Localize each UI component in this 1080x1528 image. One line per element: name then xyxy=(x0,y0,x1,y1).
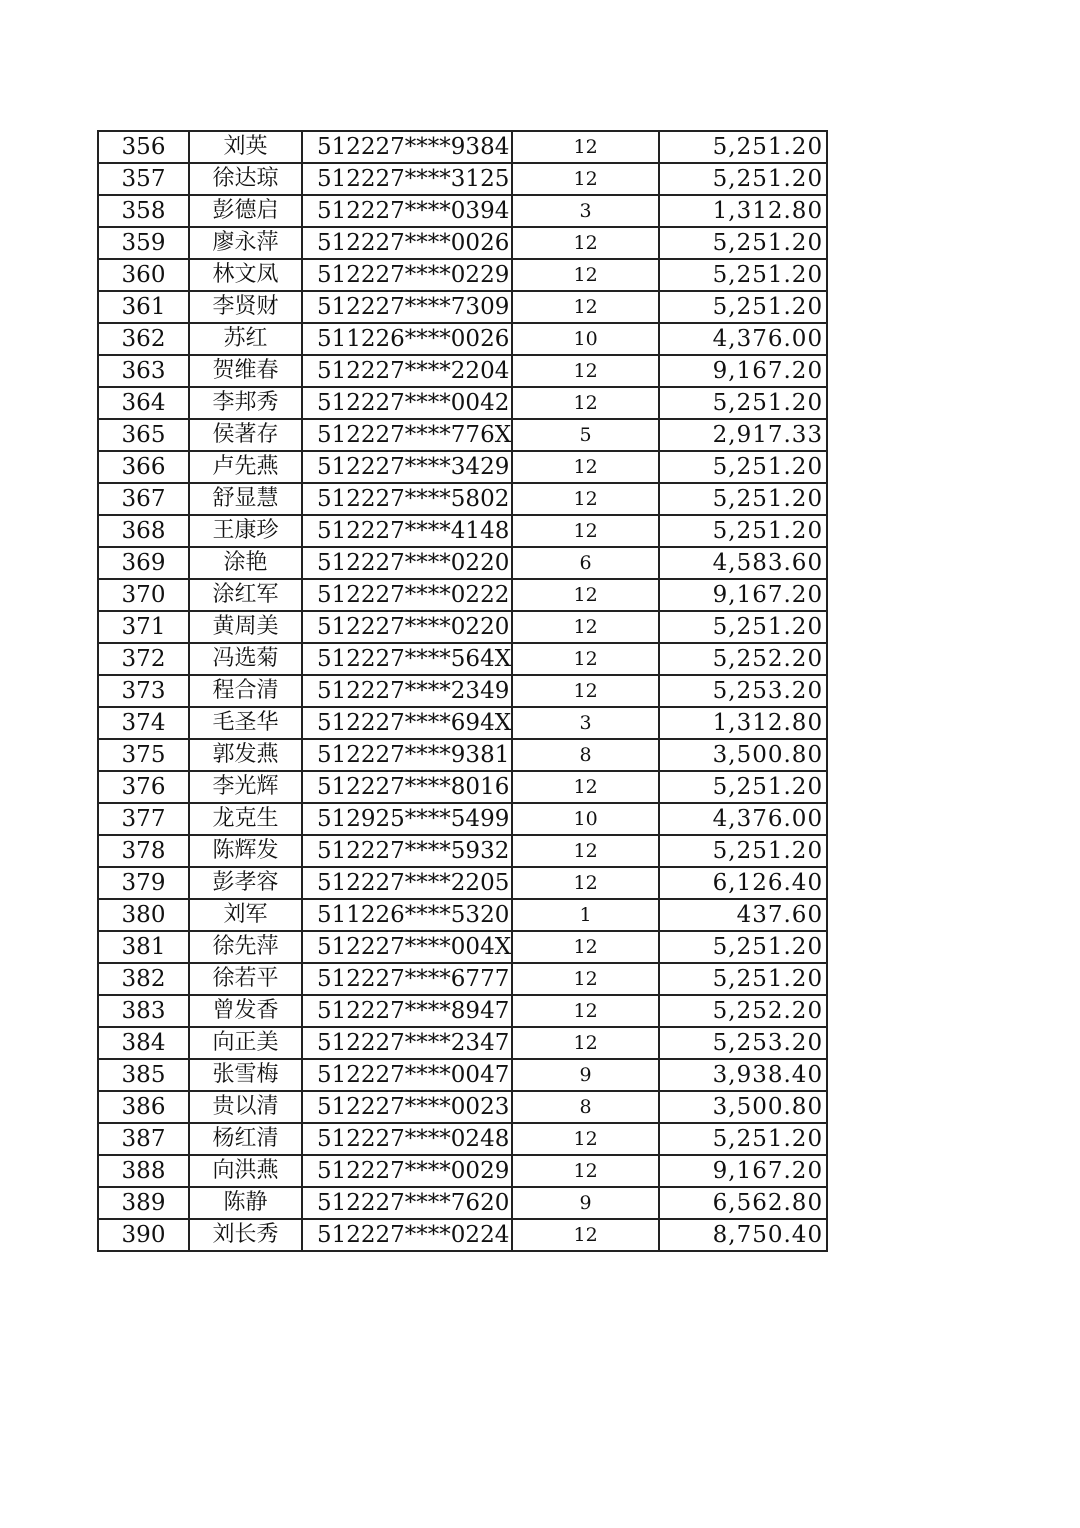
id-number-cell: 511226****5320 xyxy=(302,899,512,931)
table-row xyxy=(98,131,827,163)
amount-cell: 3,500.80 xyxy=(659,1091,827,1123)
amount-cell: 5,251.20 xyxy=(659,163,827,195)
id-number-cell: 512925****5499 xyxy=(302,803,512,835)
months-cell: 12 xyxy=(512,835,659,867)
amount-cell: 5,251.20 xyxy=(659,835,827,867)
months-cell: 12 xyxy=(512,675,659,707)
months-cell: 8 xyxy=(512,739,659,771)
row-number-cell: 368 xyxy=(98,515,189,547)
amount-cell: 5,253.20 xyxy=(659,1027,827,1059)
id-number-cell: 512227****0248 xyxy=(302,1123,512,1155)
months-cell: 12 xyxy=(512,515,659,547)
months-cell: 6 xyxy=(512,547,659,579)
id-number-cell: 512227****0224 xyxy=(302,1219,512,1251)
months-cell: 12 xyxy=(512,355,659,387)
amount-cell: 437.60 xyxy=(659,899,827,931)
amount-cell: 8,750.40 xyxy=(659,1219,827,1251)
name-cell: 毛圣华 xyxy=(189,707,302,739)
months-cell: 12 xyxy=(512,1155,659,1187)
id-number-cell: 512227****0047 xyxy=(302,1059,512,1091)
id-number-cell: 512227****2347 xyxy=(302,1027,512,1059)
months-cell: 12 xyxy=(512,867,659,899)
name-cell: 李贤财 xyxy=(189,291,302,323)
name-cell: 杨红清 xyxy=(189,1123,302,1155)
name-cell: 徐若平 xyxy=(189,963,302,995)
id-number-cell: 512227****776X xyxy=(302,419,512,451)
amount-cell: 5,251.20 xyxy=(659,291,827,323)
table-row xyxy=(98,771,827,803)
row-number-cell: 373 xyxy=(98,675,189,707)
table-row xyxy=(98,419,827,451)
table-row xyxy=(98,963,827,995)
amount-cell: 4,583.60 xyxy=(659,547,827,579)
name-cell: 林文凤 xyxy=(189,259,302,291)
name-cell: 程合清 xyxy=(189,675,302,707)
row-number-cell: 370 xyxy=(98,579,189,611)
table-row xyxy=(98,835,827,867)
name-cell: 郭发燕 xyxy=(189,739,302,771)
row-number-cell: 383 xyxy=(98,995,189,1027)
amount-cell: 2,917.33 xyxy=(659,419,827,451)
months-cell: 10 xyxy=(512,323,659,355)
months-cell: 9 xyxy=(512,1187,659,1219)
table-row xyxy=(98,291,827,323)
amount-cell: 4,376.00 xyxy=(659,323,827,355)
name-cell: 李邦秀 xyxy=(189,387,302,419)
months-cell: 12 xyxy=(512,163,659,195)
table-row xyxy=(98,387,827,419)
months-cell: 12 xyxy=(512,995,659,1027)
table-row xyxy=(98,675,827,707)
document-page xyxy=(97,130,828,1252)
id-number-cell: 512227****0023 xyxy=(302,1091,512,1123)
amount-cell: 1,312.80 xyxy=(659,195,827,227)
table-row xyxy=(98,867,827,899)
amount-cell: 3,500.80 xyxy=(659,739,827,771)
months-cell: 10 xyxy=(512,803,659,835)
row-number-cell: 378 xyxy=(98,835,189,867)
months-cell: 12 xyxy=(512,131,659,163)
amount-cell: 4,376.00 xyxy=(659,803,827,835)
id-number-cell: 512227****0220 xyxy=(302,547,512,579)
id-number-cell: 512227****0029 xyxy=(302,1155,512,1187)
id-number-cell: 512227****0042 xyxy=(302,387,512,419)
amount-cell: 5,251.20 xyxy=(659,963,827,995)
amount-cell: 6,562.80 xyxy=(659,1187,827,1219)
table-row xyxy=(98,1123,827,1155)
amount-cell: 5,251.20 xyxy=(659,515,827,547)
months-cell: 12 xyxy=(512,931,659,963)
row-number-cell: 361 xyxy=(98,291,189,323)
row-number-cell: 357 xyxy=(98,163,189,195)
id-number-cell: 512227****694X xyxy=(302,707,512,739)
name-cell: 向正美 xyxy=(189,1027,302,1059)
amount-cell: 5,252.20 xyxy=(659,643,827,675)
amount-cell: 9,167.20 xyxy=(659,579,827,611)
table-row xyxy=(98,611,827,643)
row-number-cell: 388 xyxy=(98,1155,189,1187)
months-cell: 3 xyxy=(512,195,659,227)
table-row xyxy=(98,803,827,835)
name-cell: 舒显慧 xyxy=(189,483,302,515)
id-number-cell: 512227****8016 xyxy=(302,771,512,803)
name-cell: 陈辉发 xyxy=(189,835,302,867)
row-number-cell: 356 xyxy=(98,131,189,163)
months-cell: 12 xyxy=(512,771,659,803)
name-cell: 徐先萍 xyxy=(189,931,302,963)
months-cell: 12 xyxy=(512,451,659,483)
id-number-cell: 512227****3125 xyxy=(302,163,512,195)
row-number-cell: 384 xyxy=(98,1027,189,1059)
id-number-cell: 512227****5932 xyxy=(302,835,512,867)
name-cell: 廖永萍 xyxy=(189,227,302,259)
table-row xyxy=(98,739,827,771)
row-number-cell: 366 xyxy=(98,451,189,483)
name-cell: 曾发香 xyxy=(189,995,302,1027)
amount-cell: 5,251.20 xyxy=(659,1123,827,1155)
row-number-cell: 380 xyxy=(98,899,189,931)
table-row xyxy=(98,707,827,739)
amount-cell: 5,253.20 xyxy=(659,675,827,707)
row-number-cell: 358 xyxy=(98,195,189,227)
months-cell: 12 xyxy=(512,291,659,323)
id-number-cell: 512227****0394 xyxy=(302,195,512,227)
table-row xyxy=(98,259,827,291)
row-number-cell: 382 xyxy=(98,963,189,995)
name-cell: 贵以清 xyxy=(189,1091,302,1123)
row-number-cell: 381 xyxy=(98,931,189,963)
row-number-cell: 371 xyxy=(98,611,189,643)
id-number-cell: 512227****7309 xyxy=(302,291,512,323)
amount-cell: 5,251.20 xyxy=(659,931,827,963)
months-cell: 3 xyxy=(512,707,659,739)
name-cell: 陈静 xyxy=(189,1187,302,1219)
table-row xyxy=(98,579,827,611)
id-number-cell: 512227****9381 xyxy=(302,739,512,771)
table-row xyxy=(98,1187,827,1219)
row-number-cell: 387 xyxy=(98,1123,189,1155)
months-cell: 8 xyxy=(512,1091,659,1123)
id-number-cell: 512227****3429 xyxy=(302,451,512,483)
row-number-cell: 389 xyxy=(98,1187,189,1219)
table-row xyxy=(98,547,827,579)
row-number-cell: 390 xyxy=(98,1219,189,1251)
name-cell: 彭孝容 xyxy=(189,867,302,899)
months-cell: 12 xyxy=(512,483,659,515)
table-row xyxy=(98,931,827,963)
amount-cell: 5,251.20 xyxy=(659,387,827,419)
id-number-cell: 512227****7620 xyxy=(302,1187,512,1219)
name-cell: 刘英 xyxy=(189,131,302,163)
name-cell: 苏红 xyxy=(189,323,302,355)
row-number-cell: 369 xyxy=(98,547,189,579)
amount-cell: 5,251.20 xyxy=(659,131,827,163)
table-row xyxy=(98,515,827,547)
id-number-cell: 512227****564X xyxy=(302,643,512,675)
table-row xyxy=(98,995,827,1027)
row-number-cell: 365 xyxy=(98,419,189,451)
months-cell: 5 xyxy=(512,419,659,451)
data-table xyxy=(97,130,828,1252)
table-row xyxy=(98,1059,827,1091)
table-body xyxy=(98,131,827,1251)
row-number-cell: 360 xyxy=(98,259,189,291)
id-number-cell: 512227****0026 xyxy=(302,227,512,259)
row-number-cell: 362 xyxy=(98,323,189,355)
amount-cell: 9,167.20 xyxy=(659,1155,827,1187)
id-number-cell: 512227****004X xyxy=(302,931,512,963)
months-cell: 12 xyxy=(512,1219,659,1251)
table-row xyxy=(98,227,827,259)
row-number-cell: 363 xyxy=(98,355,189,387)
amount-cell: 5,252.20 xyxy=(659,995,827,1027)
id-number-cell: 512227****4148 xyxy=(302,515,512,547)
name-cell: 贺维春 xyxy=(189,355,302,387)
amount-cell: 5,251.20 xyxy=(659,771,827,803)
id-number-cell: 512227****8947 xyxy=(302,995,512,1027)
months-cell: 12 xyxy=(512,611,659,643)
name-cell: 王康珍 xyxy=(189,515,302,547)
id-number-cell: 512227****0229 xyxy=(302,259,512,291)
row-number-cell: 375 xyxy=(98,739,189,771)
name-cell: 徐达琼 xyxy=(189,163,302,195)
table-row xyxy=(98,451,827,483)
row-number-cell: 377 xyxy=(98,803,189,835)
name-cell: 侯著存 xyxy=(189,419,302,451)
name-cell: 黄周美 xyxy=(189,611,302,643)
name-cell: 冯选菊 xyxy=(189,643,302,675)
table-row xyxy=(98,323,827,355)
row-number-cell: 376 xyxy=(98,771,189,803)
months-cell: 12 xyxy=(512,1027,659,1059)
amount-cell: 5,251.20 xyxy=(659,227,827,259)
name-cell: 刘军 xyxy=(189,899,302,931)
id-number-cell: 512227****6777 xyxy=(302,963,512,995)
id-number-cell: 512227****2349 xyxy=(302,675,512,707)
name-cell: 龙克生 xyxy=(189,803,302,835)
table-row xyxy=(98,195,827,227)
table-row xyxy=(98,163,827,195)
table-row xyxy=(98,1091,827,1123)
months-cell: 9 xyxy=(512,1059,659,1091)
row-number-cell: 364 xyxy=(98,387,189,419)
table-row xyxy=(98,1155,827,1187)
name-cell: 刘长秀 xyxy=(189,1219,302,1251)
amount-cell: 1,312.80 xyxy=(659,707,827,739)
name-cell: 涂红军 xyxy=(189,579,302,611)
months-cell: 1 xyxy=(512,899,659,931)
name-cell: 涂艳 xyxy=(189,547,302,579)
row-number-cell: 372 xyxy=(98,643,189,675)
amount-cell: 3,938.40 xyxy=(659,1059,827,1091)
id-number-cell: 512227****0220 xyxy=(302,611,512,643)
months-cell: 12 xyxy=(512,643,659,675)
name-cell: 李光辉 xyxy=(189,771,302,803)
row-number-cell: 374 xyxy=(98,707,189,739)
months-cell: 12 xyxy=(512,963,659,995)
table-row xyxy=(98,643,827,675)
months-cell: 12 xyxy=(512,387,659,419)
amount-cell: 5,251.20 xyxy=(659,483,827,515)
name-cell: 卢先燕 xyxy=(189,451,302,483)
table-row xyxy=(98,1027,827,1059)
months-cell: 12 xyxy=(512,259,659,291)
months-cell: 12 xyxy=(512,227,659,259)
row-number-cell: 367 xyxy=(98,483,189,515)
row-number-cell: 379 xyxy=(98,867,189,899)
id-number-cell: 512227****2204 xyxy=(302,355,512,387)
table-row xyxy=(98,1219,827,1251)
months-cell: 12 xyxy=(512,579,659,611)
row-number-cell: 385 xyxy=(98,1059,189,1091)
row-number-cell: 359 xyxy=(98,227,189,259)
table-row xyxy=(98,483,827,515)
amount-cell: 5,251.20 xyxy=(659,451,827,483)
id-number-cell: 512227****2205 xyxy=(302,867,512,899)
name-cell: 彭德启 xyxy=(189,195,302,227)
table-row xyxy=(98,355,827,387)
id-number-cell: 512227****9384 xyxy=(302,131,512,163)
table-row xyxy=(98,899,827,931)
months-cell: 12 xyxy=(512,1123,659,1155)
id-number-cell: 512227****5802 xyxy=(302,483,512,515)
amount-cell: 6,126.40 xyxy=(659,867,827,899)
amount-cell: 9,167.20 xyxy=(659,355,827,387)
name-cell: 向洪燕 xyxy=(189,1155,302,1187)
id-number-cell: 511226****0026 xyxy=(302,323,512,355)
amount-cell: 5,251.20 xyxy=(659,259,827,291)
name-cell: 张雪梅 xyxy=(189,1059,302,1091)
amount-cell: 5,251.20 xyxy=(659,611,827,643)
id-number-cell: 512227****0222 xyxy=(302,579,512,611)
row-number-cell: 386 xyxy=(98,1091,189,1123)
